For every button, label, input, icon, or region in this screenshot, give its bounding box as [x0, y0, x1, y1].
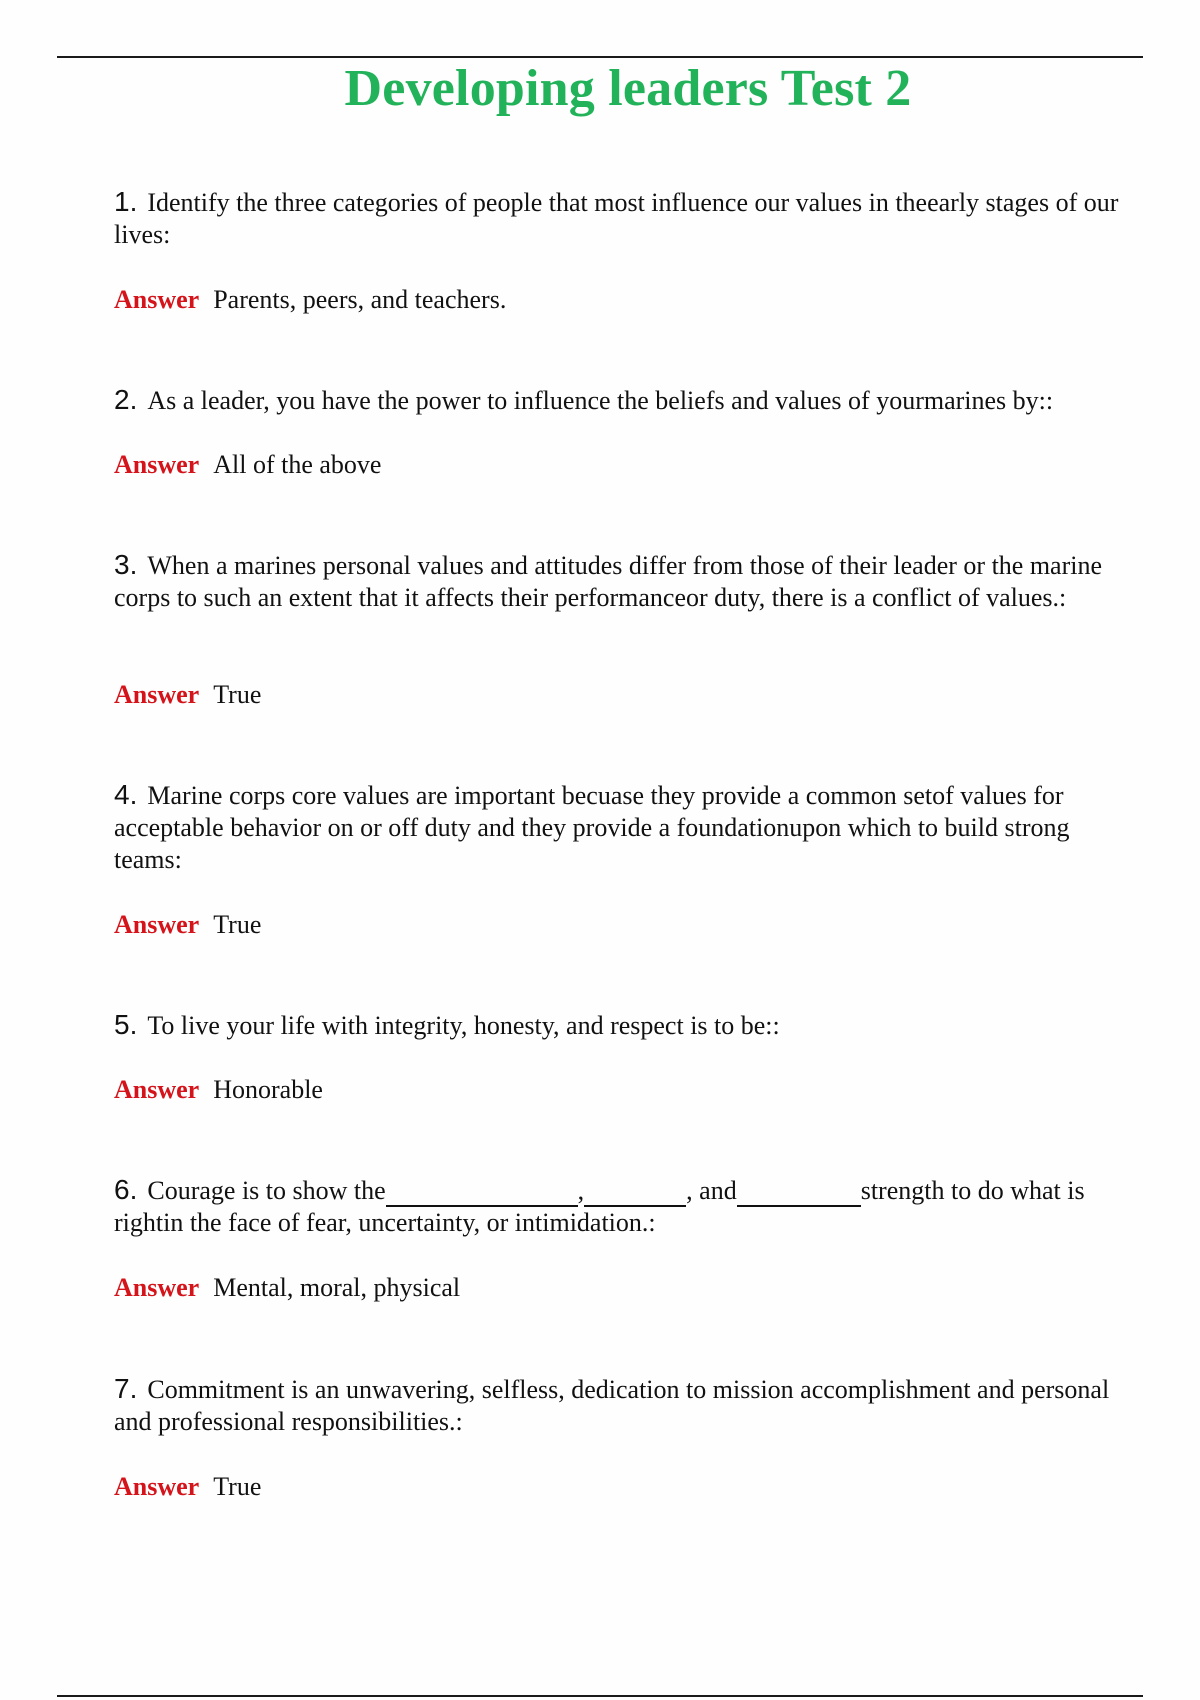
- question-text: When a marines personal values and attitudes differ from those of their leader or the marine corps to such an extent that it affects their performanceor duty, there is a conflict of values.:: [114, 551, 1103, 612]
- question-4: [114, 779, 1134, 876]
- answer-text: True: [213, 910, 262, 939]
- answer-7: [114, 1471, 261, 1503]
- blank-3: [737, 1179, 861, 1207]
- answer-label: Answer: [114, 1075, 200, 1104]
- blank-2: [584, 1179, 686, 1207]
- question-text-and: , and: [686, 1176, 737, 1205]
- answer-text: Honorable: [213, 1075, 323, 1104]
- answer-3: [114, 679, 261, 711]
- question-text: Marine corps core values are important becuase they provide a common setof values for acceptable behavior on or off duty and they provide a foundationupon which to build strong teams:: [114, 781, 1070, 874]
- answer-text: True: [213, 1472, 262, 1501]
- question-number: 3.: [114, 549, 138, 580]
- question-2: [114, 384, 1174, 417]
- answer-label: Answer: [114, 285, 200, 314]
- answer-6: [114, 1272, 460, 1304]
- question-text: To live your life with integrity, honesty, and respect is to be::: [147, 1011, 780, 1040]
- answer-text: Mental, moral, physical: [213, 1273, 461, 1302]
- answer-text: Parents, peers, and teachers.: [213, 285, 507, 314]
- answer-label: Answer: [114, 1472, 200, 1501]
- question-number: 1.: [114, 186, 138, 217]
- question-5: [114, 1009, 1134, 1042]
- answer-4: [114, 909, 261, 941]
- question-number: 4.: [114, 779, 138, 810]
- answer-text: All of the above: [213, 450, 382, 479]
- question-text-end: strength to do what is rightin the face of fear, uncertainty, or intimidation.:: [114, 1176, 1085, 1237]
- answer-label: Answer: [114, 450, 200, 479]
- question-text: As a leader, you have the power to influence the beliefs and values of yourmarines by::: [147, 386, 1054, 415]
- answer-label: Answer: [114, 910, 200, 939]
- answer-label: Answer: [114, 1273, 200, 1302]
- question-text-start: Courage is to show the: [147, 1176, 386, 1205]
- question-number: 7.: [114, 1373, 138, 1404]
- blank-separator: ,: [577, 1176, 585, 1205]
- question-text: Commitment is an unwavering, selfless, dedication to mission accomplishment and personal and professional responsibilities.:: [114, 1375, 1110, 1436]
- question-3: [114, 549, 1134, 614]
- blank-1: [386, 1179, 578, 1207]
- question-number: 2.: [114, 384, 138, 415]
- question-number: 5.: [114, 1009, 138, 1040]
- question-text: Identify the three categories of people that most influence our values in theearly stages of our lives:: [114, 188, 1119, 249]
- answer-label: Answer: [114, 680, 200, 709]
- answer-1: [114, 284, 506, 316]
- question-1: [114, 186, 1134, 251]
- page-title: Developing leaders Test 2: [344, 60, 912, 117]
- question-6: [114, 1174, 1144, 1239]
- question-7: [114, 1373, 1134, 1438]
- question-number: 6.: [114, 1174, 138, 1205]
- answer-5: [114, 1074, 323, 1106]
- answer-text: True: [213, 680, 262, 709]
- answer-2: [114, 449, 381, 481]
- bottom-rule: [57, 1695, 1143, 1697]
